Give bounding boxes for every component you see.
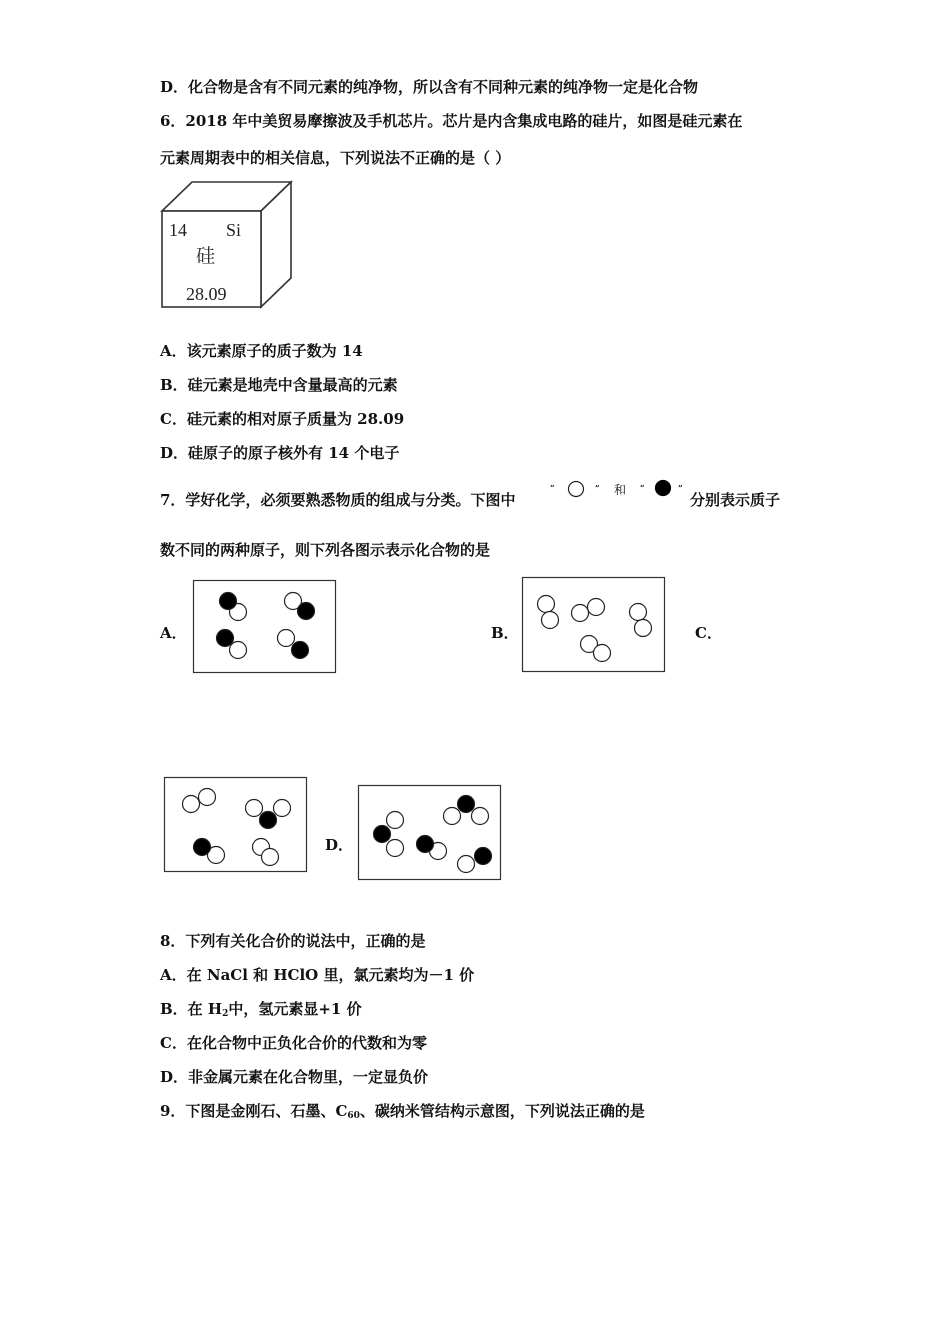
q7-stem-line2: 数不同的两种原子，则下列各图示表示化合物的是 [160, 541, 491, 559]
q5-option-d: D．化合物是含有不同元素的纯净物，所以含有不同种元素的纯净物一定是化合物 [160, 78, 699, 96]
q8-option-b-post: 中，氢元素显+1 价 [228, 1000, 362, 1018]
q7-legend-quote-open-1: “ [550, 483, 555, 493]
element-atomic-number: 14 [169, 220, 187, 240]
q6-option-c: C．硅元素的相对原子质量为 28.09 [160, 410, 405, 428]
silicon-element-cell [158, 178, 298, 312]
black-atom-icon [653, 478, 673, 498]
q7-label-c: C． [695, 624, 722, 642]
q7-diagram-b [522, 577, 666, 673]
q8-option-b [160, 999, 362, 1024]
element-atomic-mass: 28.09 [186, 284, 227, 304]
q8-option-a: A．在 NaCl 和 HClO 里，氯元素均为－1 价 [160, 966, 475, 984]
q7-stem-line1-pre: 7．学好化学，必须要熟悉物质的组成与分类。下图中 [160, 491, 516, 509]
q9-stem-pre: 9．下图是金刚石、石墨、C [160, 1102, 348, 1120]
q6-option-b: B．硅元素是地壳中含量最高的元素 [160, 376, 398, 394]
q6-stem-line2: 元素周期表中的相关信息，下列说法不正确的是（ ） [160, 149, 511, 167]
q7-legend-quote-open-2: “ [640, 483, 645, 493]
q8-option-b-pre: B．在 H [160, 1000, 223, 1018]
element-symbol: Si [226, 220, 242, 240]
q8-option-c: C．在化合物中正负化合价的代数和为零 [160, 1034, 427, 1052]
q7-diagram-c [164, 777, 308, 873]
q7-legend-quote-close-2: ” [678, 483, 683, 493]
q6-option-a: A．该元素原子的质子数为 14 [160, 342, 363, 360]
q7-label-b: B． [491, 624, 519, 642]
q6-option-d: D．硅原子的原子核外有 14 个电子 [160, 444, 400, 462]
q9-stem [160, 1101, 645, 1126]
q9-stem-post: 、碳纳米管结构示意图，下列说法正确的是 [359, 1102, 645, 1120]
q7-stem-line1-post: 分别表示质子 [690, 491, 781, 509]
q8-stem: 8．下列有关化合价的说法中，正确的是 [160, 932, 426, 950]
white-atom-icon [566, 479, 586, 499]
q7-legend-quote-close-1: ” [595, 483, 600, 493]
q8-option-d: D．非金属元素在化合物里，一定显负价 [160, 1068, 429, 1086]
q7-diagram-d [358, 785, 502, 881]
q7-label-d: D． [325, 836, 354, 854]
q7-legend-and: 和 [614, 483, 627, 497]
q6-stem-line1: 6．2018 年中美贸易摩擦波及手机芯片。芯片是内含集成电路的硅片，如图是硅元素在 [160, 112, 743, 130]
q9-stem-subscript: 60 [347, 1111, 360, 1121]
q7-label-a: A． [160, 624, 187, 642]
q8-option-b-subscript: 2 [222, 1009, 229, 1019]
q7-diagram-a [193, 580, 337, 674]
element-name: 硅 [196, 245, 216, 267]
